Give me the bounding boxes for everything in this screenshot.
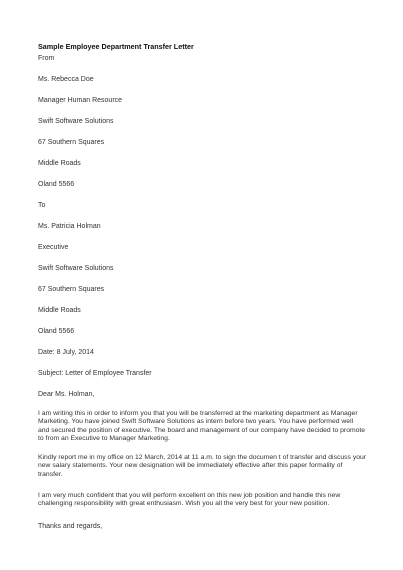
sender-company: Swift Software Solutions — [38, 118, 114, 125]
body-paragraph-1 — [38, 410, 370, 444]
closing: Thanks and regards, — [38, 523, 103, 530]
recipient-name: Ms. Patricia Holman — [38, 223, 101, 230]
paragraph-line: Marketing. You have joined Swift Software Solutions as intern before two years. You have performed well — [38, 418, 354, 426]
letter-subject: Subject: Letter of Employee Transfer — [38, 370, 152, 377]
document-title: Sample Employee Department Transfer Letter — [38, 42, 194, 51]
recipient-street: 67 Southern Squares — [38, 286, 105, 293]
recipient-city: Oland 5566 — [38, 328, 75, 335]
sender-city: Oland 5566 — [38, 181, 75, 188]
from-label: From — [38, 55, 55, 62]
recipient-area: Middle Roads — [38, 307, 81, 314]
sender-name: Ms. Rebecca Doe — [38, 76, 94, 83]
letter-date: Date: 8 July, 2014 — [38, 349, 94, 356]
paragraph-line: challenging responsibility with great enthusiasm. Wish you all the very best for your new position. — [38, 500, 330, 508]
paragraph-line: transfer. — [38, 470, 63, 478]
recipient-position: Executive — [38, 244, 69, 251]
body-paragraph-3 — [38, 492, 370, 509]
paragraph-line: and secured the position of executive. The board and management of our company have decided to promote — [38, 426, 366, 434]
paragraph-line: I am very much confident that you will perform excellent on this new job position and handle this new — [38, 492, 341, 499]
to-label: To — [38, 202, 46, 209]
body-paragraph-2 — [38, 454, 370, 479]
sender-area: Middle Roads — [38, 160, 81, 167]
salutation: Dear Ms. Holman, — [38, 391, 95, 398]
recipient-company: Swift Software Solutions — [38, 265, 114, 272]
paragraph-line: Kindly report me in my office on 12 March, 2014 at 11 a.m. to sign the documen t of transfer and discuss your — [38, 454, 367, 461]
paragraph-line: new salary statements. Your new designation will be immediately effective after this paper formality of — [38, 462, 343, 470]
paragraph-line: I am writing this in order to inform you that you will be transferred at the marketing department as Manager — [38, 410, 358, 417]
sender-position: Manager Human Resource — [38, 97, 123, 104]
paragraph-line: to from an Executive to Manager Marketing. — [38, 435, 170, 443]
sender-street: 67 Southern Squares — [38, 139, 105, 146]
